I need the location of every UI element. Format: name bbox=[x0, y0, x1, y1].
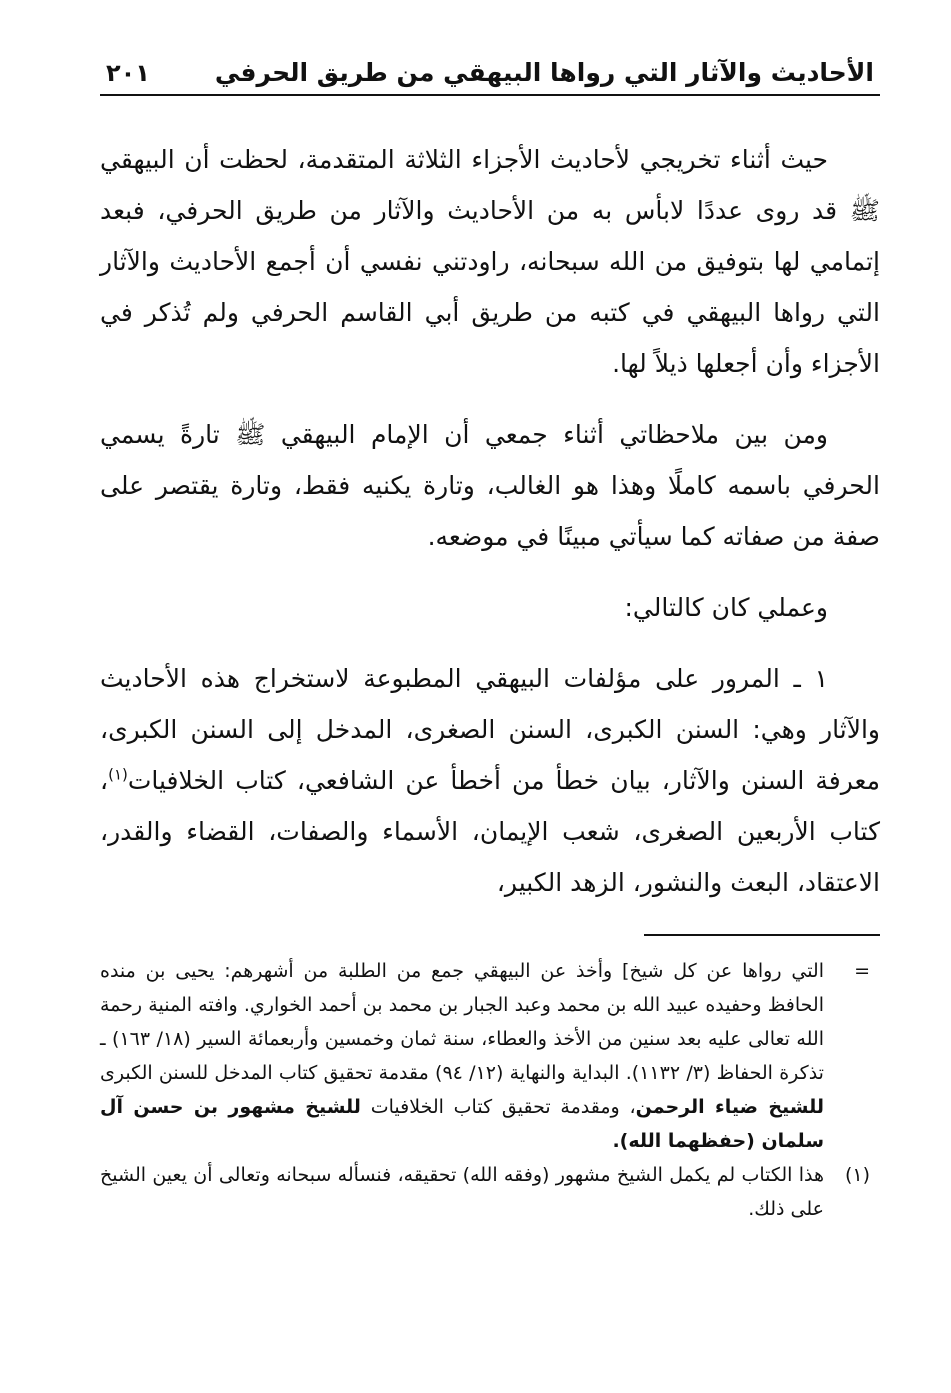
footnote-text-run: التي رواها عن كل شيخ] وأخذ عن البيهقي جمع من الطلبة من أشهرهم: يحيى بن منده الحافظ وحفيده عبيد الله بن محمد وعبد الجبار بن محمد بن أحمد الخواري. وافته المنية رحمة الله تعالى عليه بعد سنين من الأخذ والعطاء، سنة ثمان وخمسين وأربعمائة السير (١٨/ ١٦٣) ـ تذكرة الحفاظ (٣/ ١١٣٢). البداية والنهاية (١٢/ ٩٤) مقدمة تحقيق كتاب المدخل للسنن الكبرى bbox=[100, 960, 824, 1084]
footnote-text: هذا الكتاب لم يكمل الشيخ مشهور (وفقه الله) تحقيقه، فنسأله سبحانه وتعالى أن يعين الشيخ على ذلك. bbox=[100, 1164, 824, 1220]
footnote-continuation bbox=[100, 954, 880, 1158]
footnote-bold-run: للشيخ مشهور بن حسن آل سلمان (حفظهما الله). bbox=[100, 1096, 824, 1152]
running-title: الأحاديث والآثار التي رواها البيهقي من طريق الحرفي bbox=[214, 58, 874, 87]
list-item-text: ، كتاب الأربعين الصغرى، شعب الإيمان، الأسماء والصفات، القضاء والقدر، الاعتقاد، البعث والنشور، الزهد الكبير، bbox=[100, 766, 880, 897]
footnote-text-run: ، ومقدمة تحقيق كتاب الخلافيات bbox=[370, 1096, 636, 1118]
footnote-number: (١) bbox=[844, 1164, 870, 1186]
footnotes bbox=[100, 954, 880, 1226]
page bbox=[100, 40, 880, 1226]
paragraph: وعملي كان كالتالي: bbox=[624, 593, 828, 622]
list-item-text: ١ ـ المرور على مؤلفات البيهقي المطبوعة لاستخراج هذه الأحاديث والآثار وهي: السنن الكبرى، السنن الصغرى، المدخل إلى السنن الكبرى، معرفة السنن والآثار، بيان خطأ من أخطأ عن الشافعي، كتاب الخلافيات bbox=[100, 664, 880, 795]
paragraph: ومن بين ملاحظاتي أثناء جمعي أن الإمام البيهقي ﷺ تارةً يسمي الحرفي باسمه كاملًا وهذا هو الغالب، وتارة يكنيه فقط، وتارة يقتصر على صفة من صفاته كما سيأتي مبينًا في موضعه. bbox=[100, 420, 880, 551]
paragraph: حيث أثناء تخريجي لأحاديث الأجزاء الثلاثة المتقدمة، لحظت أن البيهقي ﷺ قد روى عددًا لابأس به من الأحاديث والآثار من طريق الحرفي، فبعد إتمامي لها بتوفيق من الله سبحانه، راودتني نفسي أن أجمع الأحاديث والآثار التي رواها البيهقي في كتبه من طريق أبي القاسم الحرفي ولم تُذكر في الأجزاء وأن أجعلها ذيلاً لها. bbox=[100, 145, 880, 378]
page-number: ٢٠١ bbox=[106, 59, 150, 88]
main-text bbox=[100, 134, 880, 908]
list-item bbox=[100, 653, 880, 908]
footnote-separator bbox=[644, 934, 880, 936]
footnote-1 bbox=[100, 1158, 880, 1226]
continuation-mark: = bbox=[854, 960, 870, 982]
footnote-text bbox=[100, 954, 824, 1158]
footnote-reference[interactable]: (١) bbox=[108, 765, 128, 784]
running-header bbox=[100, 40, 880, 96]
footnote-bold-run: للشيخ ضياء الرحمن bbox=[635, 1096, 824, 1118]
